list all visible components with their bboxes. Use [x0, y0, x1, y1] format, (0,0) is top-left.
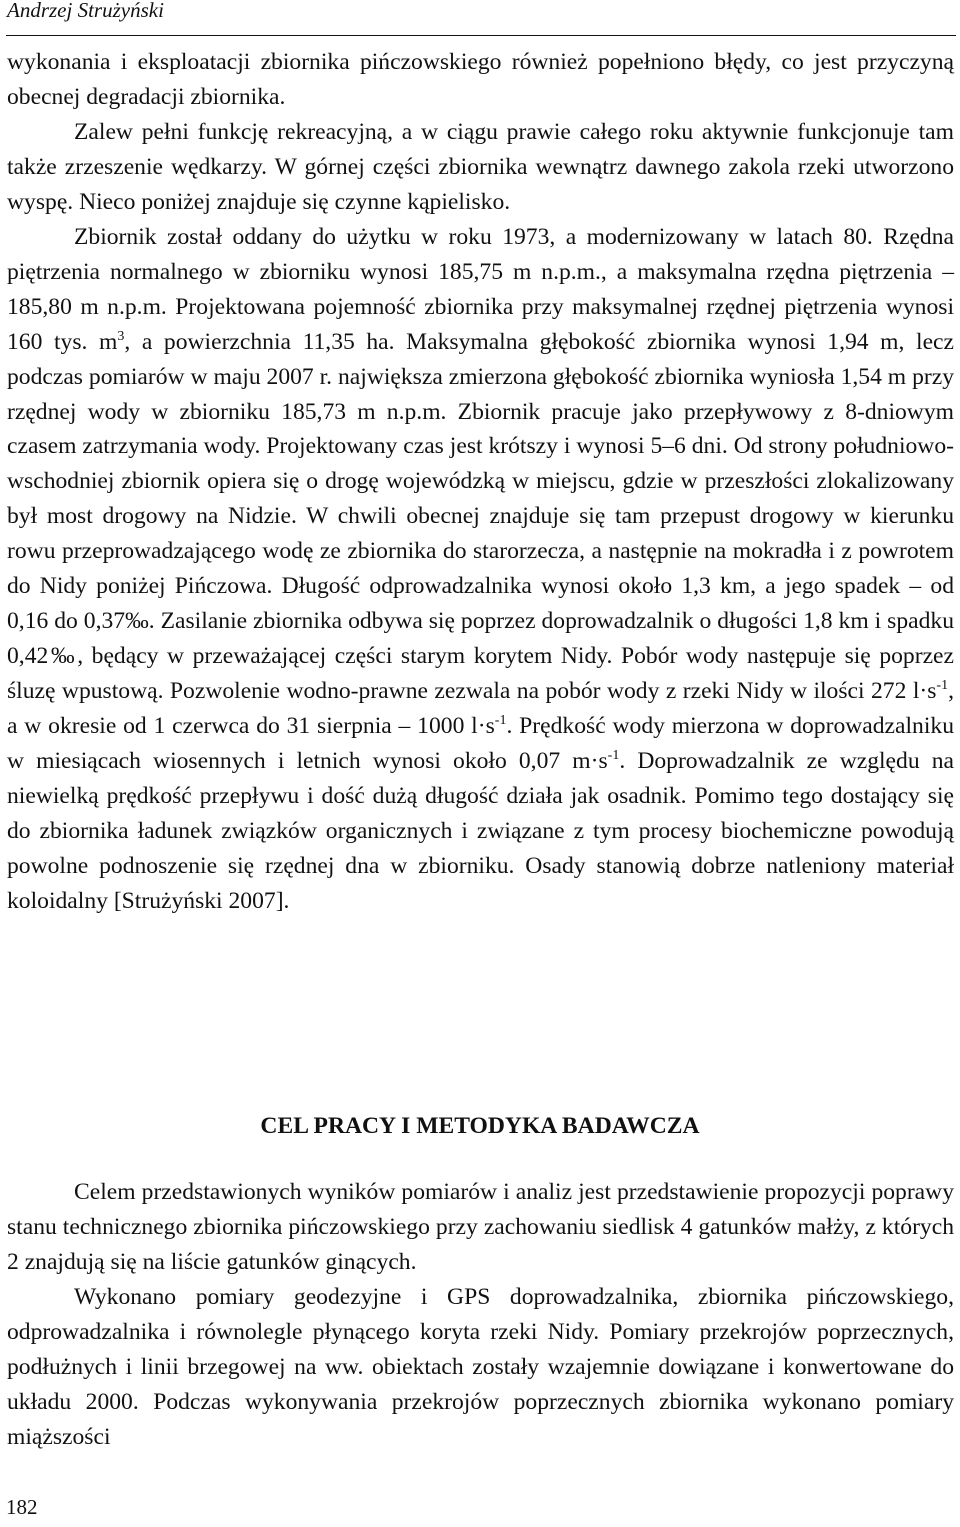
superscript-per-second: -1 [494, 713, 507, 729]
superscript-cubic: 3 [117, 328, 125, 344]
body-text-block-1 [7, 45, 954, 919]
paragraph-reservoir-parameters [7, 220, 954, 919]
superscript-per-second: -1 [607, 748, 620, 764]
text-run: , a powierzchnia 11,35 ha. Maksymalna głębokość zbiornika wynosi 1,94 m, lecz podczas pomiarów w maju 2007 r. największa zmierzona głębokość zbiornika wyniosła 1,54 m przy rzędnej wody w zbiorniku 185,73 m n.p.m. Zbiornik pracuje jako przepływowy z 8-dniowym czasem zatrzymania wody. Projektowany czas jest krótszy i wynosi 5–6 dni. Od strony południowo-wschodniej zbiornik opiera się o drogę wojewódzką w miejscu, gdzie w przeszłości zlokalizowany był most drogowy na Nidzie. W chwili obecnej znajduje się tam przepust drogowy w kierunku rowu przeprowadzającego wodę ze zbiornika do starorzecza, a następnie na mokradła i z powrotem do Nidy poniżej Pińczowa. Długość odprowadzalnika wynosi około 1,3 km, a jego spadek – od 0,16 do 0,37‰. Zasilanie zbiornika odbywa się poprzez doprowadzalnik o długości 1,8 km i spadku 0,42‰, będący w przeważającej części starym korytem Nidy. Pobór wody następuje się poprzez śluzę wpustową. Pozwolenie wodno-prawne zezwala na pobór wody z rzeki Nidy w ilości 272 l·s [7, 328, 954, 705]
text-run: , a w okresie od 1 czerwca do 31 sierpnia – 1000 l·s [7, 678, 954, 740]
paragraph-recreation: Zalew pełni funkcję rekreacyjną, a w ciągu prawie całego roku aktywnie funkcjonuje tam także zrzeszenie wędkarzy. W górnej części zbiornika wewnątrz dawnego zakola rzeki utworzono wyspę. Nieco poniżej znajduje się czynne kąpielisko. [7, 118, 954, 215]
superscript-per-second: -1 [936, 678, 949, 694]
body-text-block-2 [7, 1175, 954, 1455]
paragraph-aim: Celem przedstawionych wyników pomiarów i analiz jest przedstawienie propozycji poprawy stanu technicznego zbiornika pińczowskiego przy zachowaniu siedlisk 4 gatunków małży, z których 2 znajdują się na liście gatunków ginących. [7, 1179, 954, 1275]
section-heading: CEL PRACY I METODYKA BADAWCZA [260, 1113, 700, 1139]
header-divider [6, 35, 956, 36]
text-run: . Doprowadzalnik ze względu na niewielką prędkość przepływu i dość dużą długość działa jak osadnik. Pomimo tego dostający się do zbiornika ładunek związków organicznych i związane z tym procesy biochemiczne powodują powolne podnoszenie się rzędnej dna w zbiorniku. Osady stanowią dobrze natleniony materiał koloidalny [Strużyński 2007]. [7, 748, 954, 914]
paragraph-continuation: wykonania i eksploatacji zbiornika pińczowskiego również popełniono błędy, co jest przyczyną obecnej degradacji zbiornika. [7, 49, 954, 110]
text-run: . Prędkość wody mierzona w doprowadzalniku w miesiącach wiosennych i letnich wynosi około 0,07 m·s [7, 713, 954, 775]
running-head-author: Andrzej Strużyński [7, 0, 164, 22]
text-run: Zbiornik został oddany do użytku w roku 1973, a modernizowany w latach 80. Rzędna piętrzenia normalnego w zbiorniku wynosi 185,75 m n.p.m., a maksymalna rzędna piętrzenia – 185,80 m n.p.m. Projektowana pojemność zbiornika przy maksymalnej rzędnej piętrzenia wynosi 160 tys. m [7, 223, 954, 355]
page-number: 182 [6, 1495, 38, 1519]
paragraph-methods: Wykonano pomiary geodezyjne i GPS doprowadzalnika, zbiornika pińczowskiego, odprowadzalnika i równolegle płynącego koryta rzeki Nidy. Pomiary przekrojów poprzecznych, podłużnych i linii brzegowej na ww. obiektach zostały wzajemnie dowiązane i konwertowane do układu 2000. Podczas wykonywania przekrojów poprzecznych zbiornika wykonano pomiary miąższości [7, 1283, 954, 1450]
